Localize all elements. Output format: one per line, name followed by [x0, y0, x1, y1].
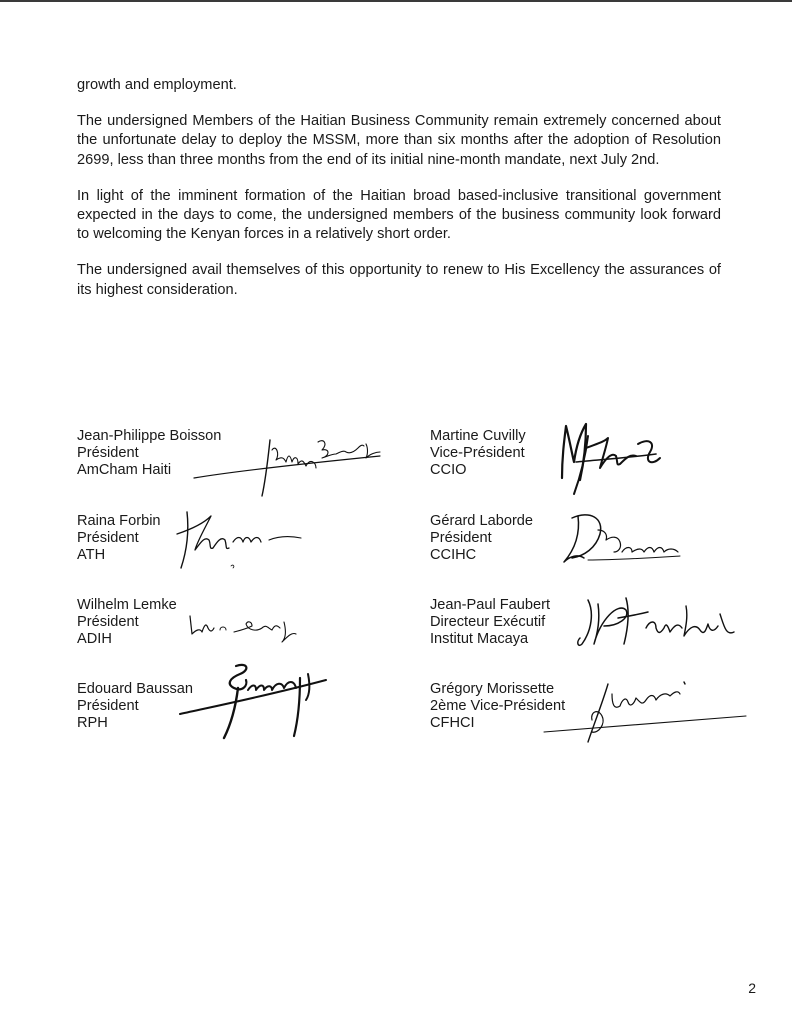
signatory-org: CCIO [430, 462, 467, 479]
signatory-title: Président [77, 445, 139, 462]
signatory-title: Président [430, 530, 492, 547]
signature-faubert [574, 592, 740, 652]
signatory-org: ATH [77, 547, 106, 564]
signatory-org: Institut Macaya [430, 631, 529, 648]
signatory-name: Edouard Baussan [77, 681, 194, 697]
signatory-title: Directeur Exécutif [430, 614, 546, 631]
signatory-org: RPH [77, 715, 108, 732]
letter-body [77, 76, 721, 317]
signatory-org: CCIHC [430, 547, 477, 564]
signature-boisson [190, 428, 390, 500]
signatory-name: Martine Cuvilly [430, 428, 526, 444]
signatory-block [430, 513, 533, 565]
signatory-block [77, 597, 177, 649]
paragraph: The undersigned Members of the Haitian Business Community remain extremely concerned about the unfortunate delay to deploy the MSSM, more than six months after the adoption of Resolution 2699, less than three months from the end of its initial nine-month mandate, next July 2nd. [77, 113, 721, 168]
signatory-org: ADIH [77, 631, 112, 648]
paragraph: The undersigned avail themselves of this opportunity to renew to His Excellency the assurances of its highest consideration. [77, 262, 721, 298]
signature-laborde [558, 508, 688, 570]
page-number: 2 [748, 980, 756, 996]
signatory-title: Président [77, 530, 139, 547]
signatory-title: 2ème Vice-Président [430, 698, 566, 715]
signatory-name: Grégory Morissette [430, 681, 555, 697]
signature-forbin [175, 506, 315, 576]
signature-morissette [540, 676, 754, 748]
signature-lemke [186, 612, 306, 646]
signature-baussan [176, 660, 336, 742]
signature-cuvilly [556, 418, 666, 498]
signatory-title: Président [77, 614, 139, 631]
signatory-org: CFHCI [430, 715, 475, 732]
paragraph: In light of the imminent formation of the Haitian broad based-inclusive transitional government expected in the days to come, the undersigned members of the business community look forward to welcoming the Kenyan forces in a relatively short order. [77, 187, 721, 243]
signatory-org: AmCham Haiti [77, 462, 172, 479]
signatory-title: Président [77, 698, 139, 715]
top-border [0, 0, 792, 2]
signatory-title: Vice-Président [430, 445, 525, 462]
signatory-block [430, 428, 526, 480]
signatory-name: Jean-Paul Faubert [430, 597, 551, 613]
signatory-block [430, 597, 550, 649]
signatory-name: Raina Forbin [77, 513, 161, 529]
signatory-block [77, 513, 161, 565]
paragraph: growth and employment. [77, 77, 237, 93]
signatory-name: Jean-Philippe Boisson [77, 428, 222, 444]
signatory-name: Gérard Laborde [430, 513, 534, 529]
signatory-name: Wilhelm Lemke [77, 597, 177, 613]
